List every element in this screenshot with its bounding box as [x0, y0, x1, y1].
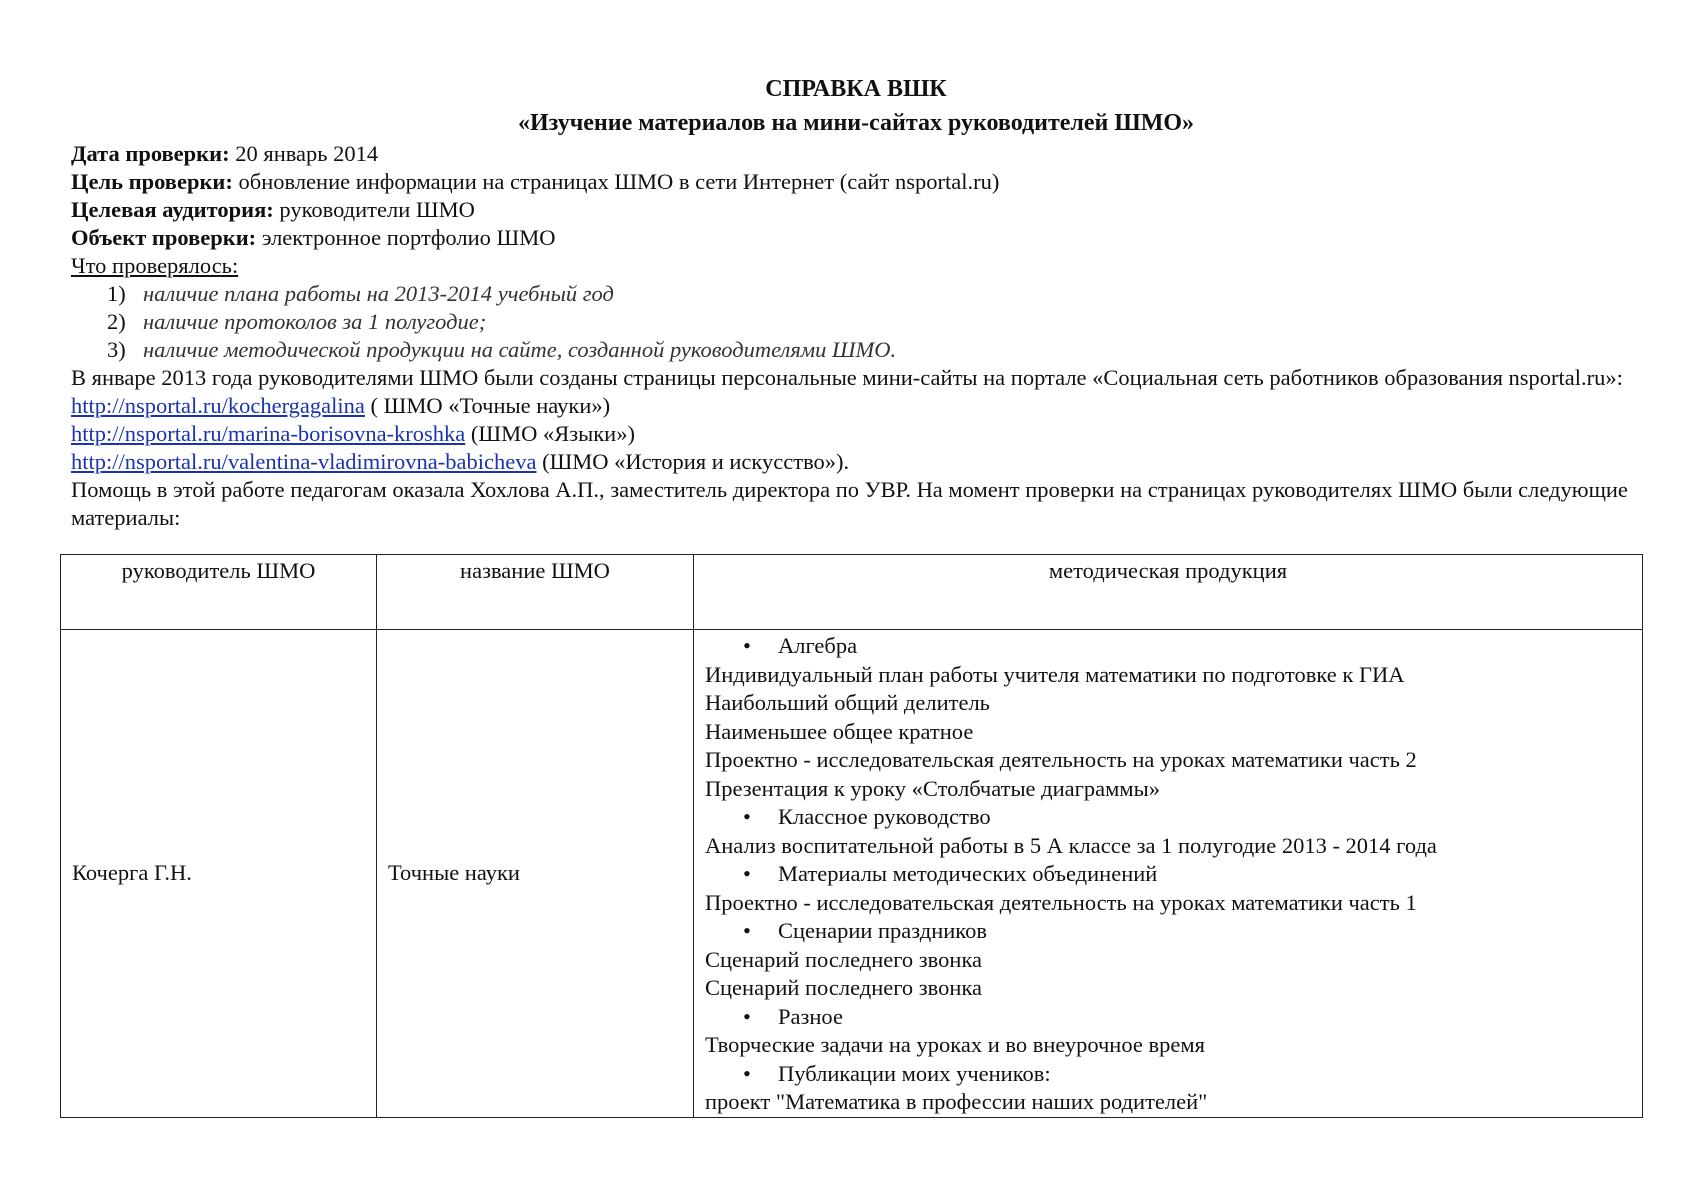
product-category: • Алгебра: [705, 632, 1642, 661]
cell-products: [694, 630, 1643, 1118]
link-line: http://nsportal.ru/valentina-vladimirovna-babicheva (ШМО «История и искусство»).: [71, 449, 850, 474]
field-audience: Целевая аудитория: руководители ШМО: [71, 197, 475, 222]
link-line: http://nsportal.ru/kochergagalina ( ШМО «Точные науки»): [71, 393, 611, 418]
product-item: Презентация к уроку «Столбчатые диаграммы»: [705, 775, 1160, 801]
header-leader: руководитель ШМО: [61, 555, 377, 630]
checked-item: 3) наличие методической продукции на сайте, созданной руководителями ШМО.: [107, 337, 897, 362]
product-item: Наибольший общий делитель: [705, 690, 990, 715]
cell-shmo-name: Точные науки: [377, 630, 694, 1118]
document-title: СПРАВКА ВШК: [765, 76, 947, 102]
product-category: • Сценарии праздников: [705, 917, 1642, 946]
product-item: Сценарий последнего звонка: [705, 946, 983, 972]
field-date: Дата проверки: 20 январь 2014: [71, 141, 379, 166]
product-item: Проектно - исследовательская деятельность на уроках математики часть 1: [705, 889, 1417, 915]
product-item: Индивидуальный план работы учителя математики по подготовке к ГИА: [705, 661, 1405, 687]
product-item: проект "Математика в профессии наших родителей": [705, 1089, 1208, 1114]
document-subtitle: «Изучение материалов на мини-сайтах руководителей ШМО»: [517, 110, 1195, 136]
link-marina-borisovna-kroshka[interactable]: http://nsportal.ru/marina-borisovna-kroshka: [71, 421, 466, 446]
table-header-row: [61, 555, 1643, 630]
intro-paragraph: В январе 2013 года руководителями ШМО были созданы страницы персональные мини-сайты на портале «Социальная сеть работников образования nsportal.ru»:: [71, 365, 1623, 390]
header-products: методическая продукция: [694, 555, 1643, 630]
checked-item: 2) наличие протоколов за 1 полугодие;: [107, 309, 487, 334]
table-row: [61, 630, 1643, 1118]
product-item: Проектно - исследовательская деятельность на уроках математики часть 2: [705, 747, 1417, 772]
cell-leader: Кочерга Г.Н.: [61, 630, 377, 1118]
product-category: • Разное: [705, 1003, 1642, 1032]
link-line: http://nsportal.ru/marina-borisovna-kroshka (ШМО «Языки»): [71, 421, 635, 446]
checked-list: [71, 280, 1641, 364]
product-category: • Публикации моих учеников:: [705, 1060, 1642, 1089]
document-body: [71, 72, 1641, 532]
link-kochergagalina[interactable]: http://nsportal.ru/kochergagalina: [71, 393, 365, 418]
checked-item: 1) наличие плана работы на 2013-2014 учебный год: [107, 281, 614, 306]
link-valentina-vladimirovna-babicheva[interactable]: http://nsportal.ru/valentina-vladimirovna-babicheva: [71, 449, 537, 474]
header-shmo-name: название ШМО: [377, 555, 694, 630]
field-object: Объект проверки: электронное портфолио ШМО: [71, 225, 556, 250]
product-item: Наименьшее общее кратное: [705, 718, 974, 744]
checked-heading: Что проверялось:: [71, 253, 239, 278]
materials-table: [60, 554, 1643, 1118]
product-item: Сценарий последнего звонка: [705, 975, 983, 1000]
help-paragraph: Помощь в этой работе педагогам оказала Хохлова А.П., заместитель директора по УВР. На момент проверки на страницах руководителях ШМО были следующие материалы:: [71, 477, 1628, 530]
product-item: Творческие задачи на уроках и во внеурочное время: [705, 1032, 1205, 1057]
product-category: • Классное руководство: [705, 803, 1642, 832]
product-item: Анализ воспитательной работы в 5 А классе за 1 полугодие 2013 - 2014 года: [705, 832, 1437, 858]
field-goal: Цель проверки: обновление информации на страницах ШМО в сети Интернет (сайт nsportal.ru): [71, 169, 1000, 194]
product-category: • Материалы методических объединений: [705, 860, 1642, 889]
